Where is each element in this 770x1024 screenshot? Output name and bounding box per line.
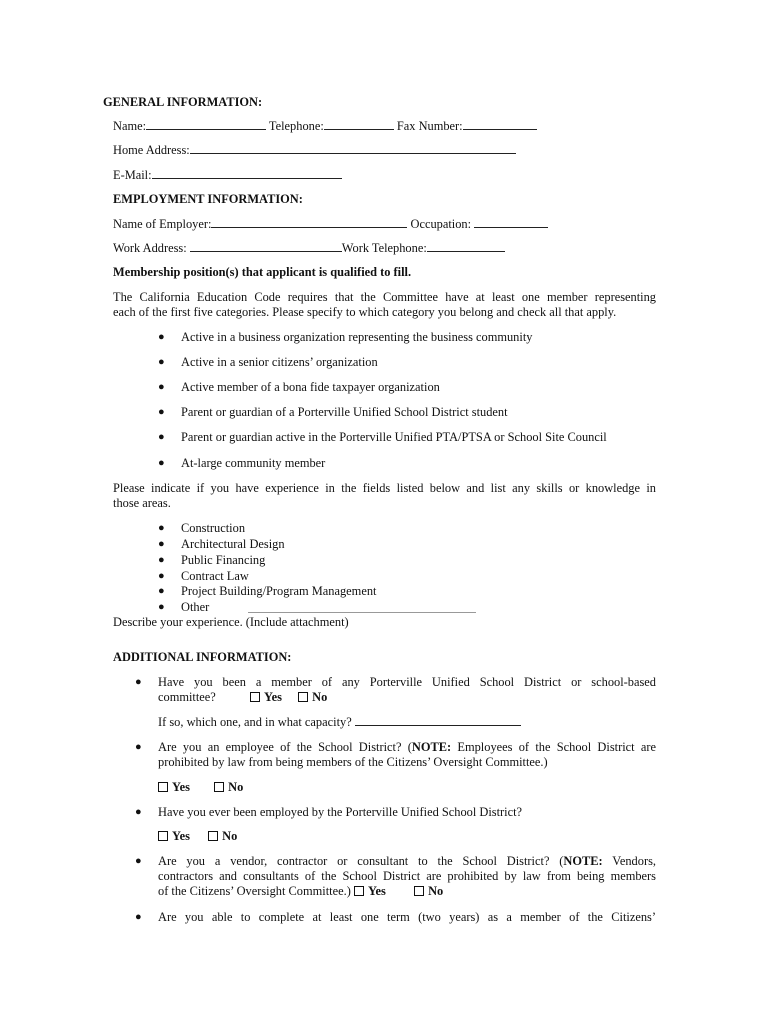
membership-intro-line1: The California Education Code requires that the Committee have at least one member representing bbox=[113, 290, 656, 304]
category-item: Active in a business organization representing the business community bbox=[181, 330, 533, 344]
occupation-field[interactable] bbox=[474, 217, 548, 228]
category-item: At-large community member bbox=[181, 456, 326, 470]
yes-label: Yes bbox=[172, 829, 190, 843]
bullet: ● bbox=[158, 406, 165, 418]
describe-experience: Describe your experience. (Include attachment) bbox=[113, 615, 349, 629]
bullet: ● bbox=[158, 522, 165, 534]
bullet: ● bbox=[158, 431, 165, 443]
occupation-label: Occupation: bbox=[410, 217, 472, 231]
work-address-field[interactable] bbox=[190, 241, 342, 252]
category-item: Active in a senior citizens’ organization bbox=[181, 355, 378, 369]
yes-label: Yes bbox=[172, 780, 190, 794]
work-telephone-field[interactable] bbox=[427, 241, 505, 252]
bullet: ● bbox=[135, 676, 142, 688]
yes-label: Yes bbox=[264, 690, 282, 704]
experience-field: Other bbox=[181, 600, 210, 614]
question-4-text-c: of the Citizens’ Oversight Committee.) bbox=[158, 884, 351, 898]
bullet: ● bbox=[158, 331, 165, 343]
category-item: Active member of a bona fide taxpayer organization bbox=[181, 380, 440, 394]
work-address-row bbox=[113, 241, 505, 256]
employer-label: Name of Employer: bbox=[113, 217, 212, 231]
no-label: No bbox=[312, 690, 328, 704]
membership-intro-line2: each of the first five categories. Please specify to which category you belong and check all that apply. bbox=[113, 305, 617, 319]
bullet: ● bbox=[158, 381, 165, 393]
question-4-line3 bbox=[158, 884, 443, 899]
fax-field[interactable] bbox=[463, 119, 537, 130]
bullet: ● bbox=[158, 538, 165, 550]
email-label: E-Mail: bbox=[113, 168, 152, 182]
employer-field[interactable] bbox=[211, 217, 407, 228]
category-item: Parent or guardian of a Porterville Unified School District student bbox=[181, 405, 508, 419]
no-label: No bbox=[428, 884, 444, 898]
question-2-text-a: Are you an employee of the School District? ( bbox=[158, 740, 412, 754]
category-item: Parent or guardian active in the Porterville Unified PTA/PTSA or School Site Council bbox=[181, 430, 607, 444]
no-checkbox[interactable] bbox=[414, 886, 424, 896]
no-label: No bbox=[228, 780, 244, 794]
question-1-follow bbox=[158, 715, 521, 730]
question-1-follow-label: If so, which one, and in what capacity? bbox=[158, 715, 352, 729]
yes-checkbox[interactable] bbox=[250, 692, 260, 702]
question-1-label: committee? bbox=[158, 690, 216, 704]
name-field[interactable] bbox=[146, 119, 266, 130]
other-field[interactable] bbox=[248, 612, 476, 613]
question-4-text-b: Vendors, bbox=[602, 854, 656, 868]
question-4-line1 bbox=[158, 854, 656, 869]
name-label: Name: bbox=[113, 119, 147, 133]
bullet: ● bbox=[158, 585, 165, 597]
question-3-options bbox=[158, 829, 237, 844]
question-2-note: NOTE: bbox=[411, 740, 452, 754]
bullet: ● bbox=[135, 855, 142, 867]
question-2-options bbox=[158, 780, 243, 795]
question-1-line2 bbox=[158, 690, 327, 705]
yes-checkbox[interactable] bbox=[158, 782, 168, 792]
fax-label: Fax Number: bbox=[396, 119, 463, 133]
employer-row bbox=[113, 217, 548, 232]
bullet: ● bbox=[158, 457, 165, 469]
question-2-text-b: Employees of the School District are bbox=[451, 740, 656, 754]
no-checkbox[interactable] bbox=[214, 782, 224, 792]
yes-checkbox[interactable] bbox=[354, 886, 364, 896]
question-1-line1: Have you been a member of any Porterville Unified School District or school-based bbox=[158, 675, 656, 689]
bullet: ● bbox=[158, 570, 165, 582]
bullet: ● bbox=[158, 554, 165, 566]
question-4-text-a: Are you a vendor, contractor or consultant to the School District? ( bbox=[158, 854, 564, 868]
experience-field: Construction bbox=[181, 521, 246, 535]
work-address-label: Work Address: bbox=[113, 241, 187, 255]
email-field[interactable] bbox=[152, 168, 342, 179]
question-2-line1 bbox=[158, 740, 656, 755]
telephone-field[interactable] bbox=[324, 119, 394, 130]
no-checkbox[interactable] bbox=[298, 692, 308, 702]
bullet: ● bbox=[158, 601, 165, 613]
bullet: ● bbox=[135, 911, 142, 923]
bullet: ● bbox=[135, 741, 142, 753]
employment-heading: EMPLOYMENT INFORMATION: bbox=[113, 192, 303, 206]
experience-field: Public Financing bbox=[181, 553, 266, 567]
work-telephone-label: Work Telephone: bbox=[341, 241, 427, 255]
yes-label: Yes bbox=[367, 884, 386, 898]
no-label: No bbox=[222, 829, 238, 843]
additional-heading: ADDITIONAL INFORMATION: bbox=[113, 650, 292, 664]
experience-intro-line2: those areas. bbox=[113, 496, 171, 510]
yes-checkbox[interactable] bbox=[158, 831, 168, 841]
experience-intro-line1: Please indicate if you have experience in the fields listed below and list any skills or knowledge in bbox=[113, 481, 656, 495]
bullet: ● bbox=[158, 356, 165, 368]
no-checkbox[interactable] bbox=[208, 831, 218, 841]
experience-field: Architectural Design bbox=[181, 537, 285, 551]
home-address-row bbox=[113, 143, 516, 158]
membership-heading: Membership position(s) that applicant is qualified to fill. bbox=[113, 265, 412, 279]
general-heading: GENERAL INFORMATION: bbox=[103, 95, 263, 109]
capacity-field[interactable] bbox=[355, 715, 521, 726]
experience-field: Contract Law bbox=[181, 569, 249, 583]
home-address-label: Home Address: bbox=[113, 143, 190, 157]
question-4-note: NOTE: bbox=[563, 854, 603, 868]
question-5-line1: Are you able to complete at least one term (two years) as a member of the Citizens’ bbox=[158, 910, 656, 924]
email-row bbox=[113, 168, 342, 183]
question-3: Have you ever been employed by the Porterville Unified School District? bbox=[158, 805, 523, 819]
question-2-line2: prohibited by law from being members of the Citizens’ Oversight Committee.) bbox=[158, 755, 548, 769]
name-row bbox=[113, 119, 537, 134]
bullet: ● bbox=[135, 806, 142, 818]
home-address-field[interactable] bbox=[190, 143, 516, 154]
experience-field: Project Building/Program Management bbox=[181, 584, 377, 598]
question-4-line2: contractors and consultants of the School District are prohibited by law from being members bbox=[158, 869, 656, 883]
telephone-label: Telephone: bbox=[268, 119, 324, 133]
